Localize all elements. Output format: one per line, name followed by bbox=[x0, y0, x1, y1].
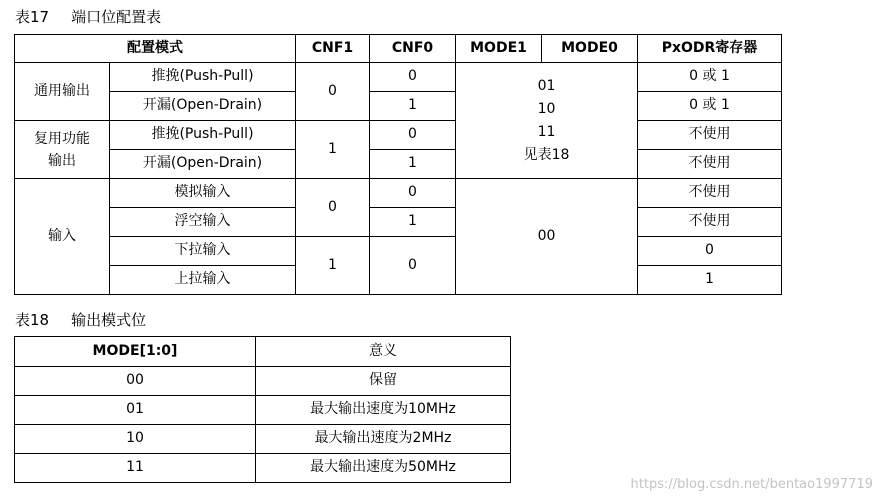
mode-output-value: 01 bbox=[537, 77, 556, 94]
odr-cell: 不使用 bbox=[638, 150, 782, 179]
sub-mode-cell: 下拉输入 bbox=[110, 237, 296, 266]
odr-cell: 0 或 1 bbox=[638, 63, 782, 92]
table-row bbox=[15, 396, 511, 425]
table-header-row bbox=[15, 35, 782, 63]
odr-cell: 0 bbox=[638, 237, 782, 266]
table-row bbox=[15, 454, 511, 483]
cnf0-cell: 0 bbox=[370, 179, 456, 208]
group-input: 输入 bbox=[15, 179, 110, 295]
meaning-cell: 保留 bbox=[256, 367, 511, 396]
table-row bbox=[15, 179, 782, 208]
table-row bbox=[15, 425, 511, 454]
table17-caption bbox=[15, 6, 161, 27]
meaning-cell: 最大输出速度为2MHz bbox=[256, 425, 511, 454]
cnf1-cell: 0 bbox=[296, 179, 370, 237]
watermark: https://blog.csdn.net/bentao1997719 bbox=[630, 477, 873, 492]
mode-output-ref: 见表18 bbox=[523, 146, 570, 163]
mode-output-value: 11 bbox=[537, 123, 556, 140]
sub-mode-cell: 模拟输入 bbox=[110, 179, 296, 208]
odr-cell: 0 或 1 bbox=[638, 92, 782, 121]
table-row bbox=[15, 63, 782, 92]
sub-mode-cell: 开漏(Open-Drain) bbox=[110, 150, 296, 179]
table-row bbox=[15, 237, 782, 266]
cnf0-cell: 0 bbox=[370, 63, 456, 92]
mode-bits-cell: 01 bbox=[15, 396, 256, 425]
table17-caption-number: 表17 bbox=[15, 8, 50, 26]
table-row bbox=[15, 208, 782, 237]
sub-mode-cell: 推挽(Push-Pull) bbox=[110, 63, 296, 92]
group-general-output: 通用输出 bbox=[15, 63, 110, 121]
cnf0-cell: 1 bbox=[370, 208, 456, 237]
header-config-mode: 配置模式 bbox=[15, 35, 296, 63]
table18-caption bbox=[15, 309, 146, 330]
mode-input-cell: 00 bbox=[456, 179, 638, 295]
odr-cell: 不使用 bbox=[638, 208, 782, 237]
odr-cell: 不使用 bbox=[638, 121, 782, 150]
meaning-cell: 最大输出速度为50MHz bbox=[256, 454, 511, 483]
header-cnf1: CNF1 bbox=[296, 35, 370, 63]
group-alt-output bbox=[15, 121, 110, 179]
header-cnf0: CNF0 bbox=[370, 35, 456, 63]
cnf1-cell: 0 bbox=[296, 63, 370, 121]
header-mode0: MODE0 bbox=[542, 35, 638, 63]
sub-mode-cell: 推挽(Push-Pull) bbox=[110, 121, 296, 150]
table-row bbox=[15, 121, 782, 150]
cnf0-cell: 0 bbox=[370, 121, 456, 150]
sub-mode-cell: 上拉输入 bbox=[110, 266, 296, 295]
header-meaning: 意义 bbox=[256, 337, 511, 367]
table-header-row bbox=[15, 337, 511, 367]
cnf0-cell: 1 bbox=[370, 92, 456, 121]
header-mode1: MODE1 bbox=[456, 35, 542, 63]
odr-cell: 不使用 bbox=[638, 179, 782, 208]
cnf0-cell: 1 bbox=[370, 150, 456, 179]
sub-mode-cell: 浮空输入 bbox=[110, 208, 296, 237]
table18-caption-title: 输出模式位 bbox=[71, 311, 147, 329]
cnf0-cell: 0 bbox=[370, 237, 456, 295]
mode-bits-cell: 00 bbox=[15, 367, 256, 396]
table-row bbox=[15, 150, 782, 179]
header-pxodr: PxODR寄存器 bbox=[638, 35, 782, 63]
table-row bbox=[15, 92, 782, 121]
sub-mode-cell: 开漏(Open-Drain) bbox=[110, 92, 296, 121]
port-config-table bbox=[14, 34, 782, 295]
header-mode-bits: MODE[1:0] bbox=[15, 337, 256, 367]
mode-bits-cell: 10 bbox=[15, 425, 256, 454]
mode-bits-cell: 11 bbox=[15, 454, 256, 483]
group-alt-output-label: 复用功能输出 bbox=[34, 130, 90, 169]
table18-caption-number: 表18 bbox=[15, 311, 50, 329]
cnf1-cell: 1 bbox=[296, 237, 370, 295]
table17-caption-title: 端口位配置表 bbox=[71, 8, 162, 26]
table-row bbox=[15, 367, 511, 396]
odr-cell: 1 bbox=[638, 266, 782, 295]
mode-output-value: 10 bbox=[537, 100, 556, 117]
mode-output-cell bbox=[456, 63, 638, 179]
meaning-cell: 最大输出速度为10MHz bbox=[256, 396, 511, 425]
cnf1-cell: 1 bbox=[296, 121, 370, 179]
output-mode-table bbox=[14, 336, 511, 483]
